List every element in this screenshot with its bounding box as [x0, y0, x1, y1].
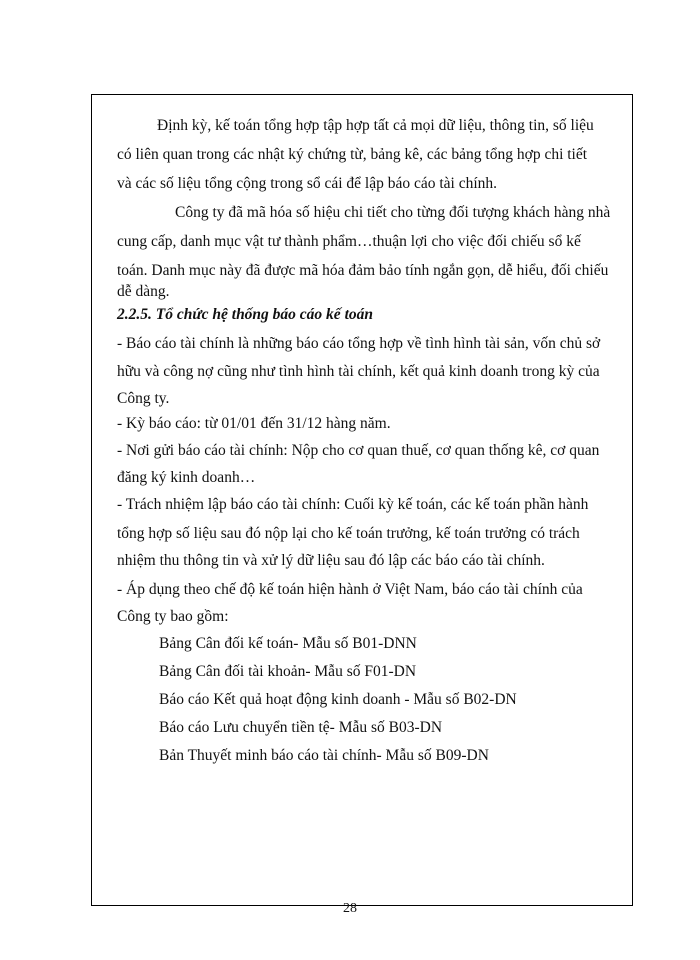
paragraph-line: - Kỳ báo cáo: từ 01/01 đến 31/12 hàng năm. — [117, 415, 391, 432]
paragraph-line: nhiệm thu thông tin và xử lý dữ liệu sau đó lập các báo cáo tài chính. — [117, 552, 545, 569]
paragraph-line: hữu và công nợ cũng như tình hình tài chính, kết quả kinh doanh trong kỳ của — [117, 363, 600, 380]
paragraph-line: Công ty đã mã hóa số hiệu chi tiết cho từng đối tượng khách hàng nhà — [175, 204, 611, 221]
paragraph-line: - Trách nhiệm lập báo cáo tài chính: Cuối kỳ kế toán, các kế toán phần hành — [117, 496, 589, 513]
paragraph-line: cung cấp, danh mục vật tư thành phẩm…thuận lợi cho việc đối chiếu sổ kế — [117, 233, 581, 250]
list-item: Báo cáo Kết quả hoạt động kinh doanh - Mẫu số B02-DN — [159, 691, 517, 708]
list-item: Bản Thuyết minh báo cáo tài chính- Mẫu số B09-DN — [159, 747, 489, 764]
paragraph-line: tổng hợp số liệu sau đó nộp lại cho kế toán trưởng, kế toán trưởng có trách — [117, 525, 580, 542]
paragraph-line: Công ty. — [117, 390, 170, 407]
paragraph-line: có liên quan trong các nhật ký chứng từ, bảng kê, các bảng tổng hợp chi tiết — [117, 146, 588, 163]
paragraph-line: toán. Danh mục này đã được mã hóa đảm bảo tính ngắn gọn, dễ hiểu, đối chiếu — [117, 262, 609, 279]
list-item: Bảng Cân đối kế toán- Mẫu số B01-DNN — [159, 635, 417, 652]
paragraph-line: Định kỳ, kế toán tổng hợp tập hợp tất cả mọi dữ liệu, thông tin, số liệu — [157, 117, 594, 134]
paragraph-line: và các số liệu tổng cộng trong sổ cái để lập báo cáo tài chính. — [117, 175, 498, 192]
list-item: Bảng Cân đối tài khoản- Mẫu số F01-DN — [159, 663, 417, 680]
paragraph-line: - Nơi gửi báo cáo tài chính: Nộp cho cơ quan thuế, cơ quan thống kê, cơ quan — [117, 442, 600, 459]
section-heading: 2.2.5. Tổ chức hệ thống báo cáo kế toán — [117, 306, 373, 323]
list-item: Báo cáo Lưu chuyển tiền tệ- Mẫu số B03-DN — [159, 719, 443, 736]
paragraph-line: - Áp dụng theo chế độ kế toán hiện hành ở Việt Nam, báo cáo tài chính của — [117, 581, 583, 598]
paragraph-line: Công ty bao gồm: — [117, 608, 229, 625]
paragraph-line: đăng ký kinh doanh… — [117, 469, 256, 486]
page-number: 28 — [343, 901, 357, 916]
paragraph-line: - Báo cáo tài chính là những báo cáo tổng hợp về tình hình tài sản, vốn chủ sở — [117, 335, 601, 352]
paragraph-line: dễ dàng. — [117, 283, 170, 300]
